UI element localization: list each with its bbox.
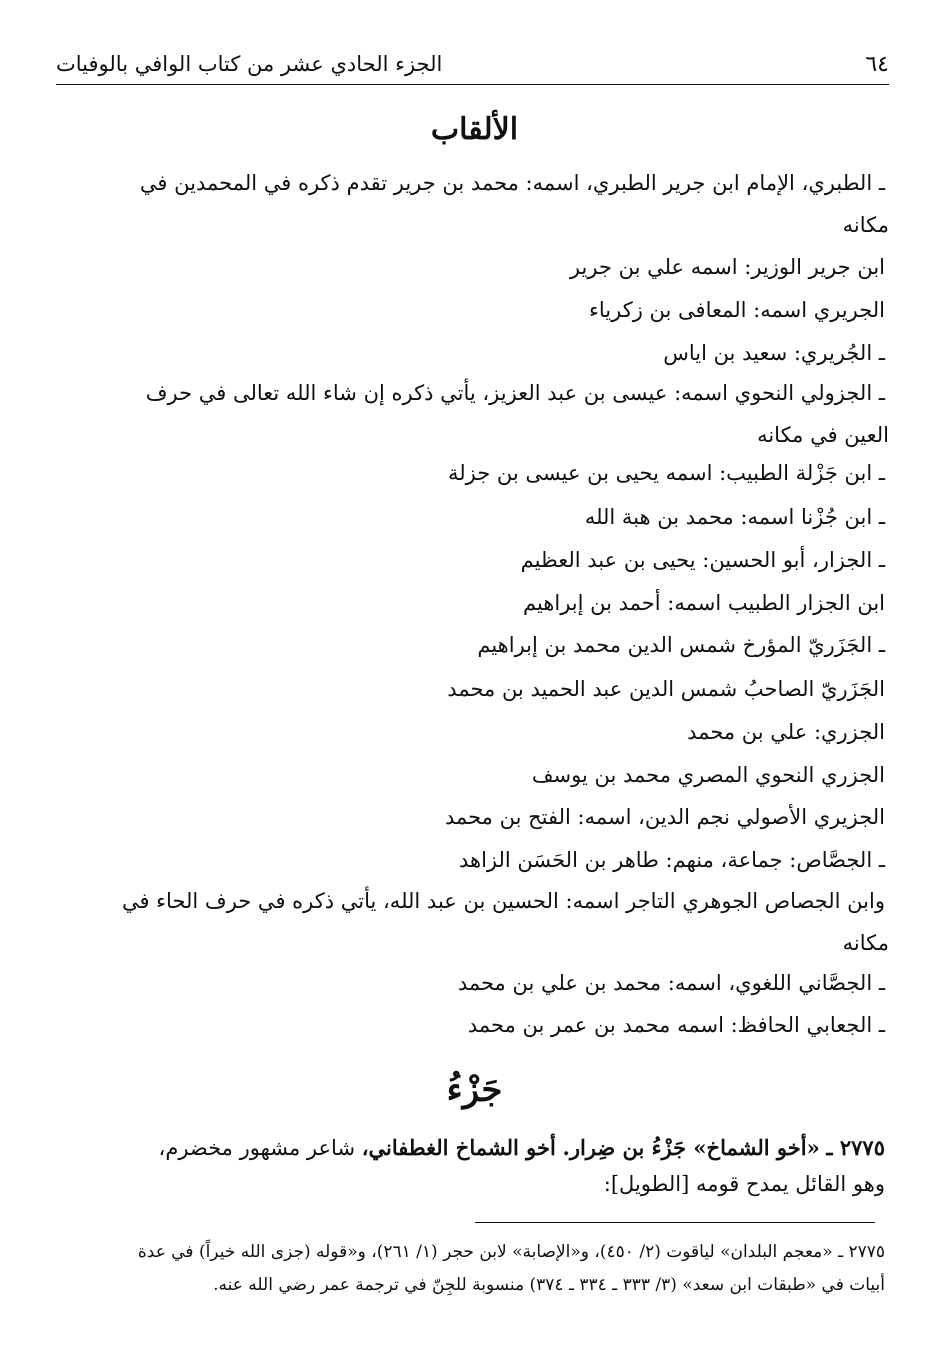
biography-entry — [56, 1130, 885, 1202]
entry-continuation: العين في مكانه — [757, 423, 889, 447]
entry: الجزري: علي بن محمد — [687, 720, 885, 744]
entry: ـ الجصَّاص: جماعة، منهم: طاهر بن الحَسَن الزاهد — [458, 848, 885, 872]
entry-continuation: مكانه — [842, 213, 889, 237]
entry: ـ الجعابي الحافظ: اسمه محمد بن عمر بن محمد — [467, 1013, 885, 1037]
entry: ابن جرير الوزير: اسمه علي بن جرير — [569, 255, 885, 279]
footnote-line: أبيات في «طبقات ابن سعد» (٣/ ٣٣٣ ـ ٣٣٤ ـ ٣٧٤) منسوبة للجِنّ في ترجمة عمر رضي الله عنه. — [213, 1275, 885, 1295]
entry-line: ـ الطبري، الإمام ابن جرير الطبري، اسمه: محمد بن جرير تقدم ذكره في المحمدين في — [139, 171, 885, 195]
bio-text-line2: وهو القائل يمدح قومه [الطويل]: — [603, 1172, 885, 1196]
bio-text: شاعر مشهور مخضرم، — [158, 1136, 356, 1160]
page-number: ٦٤ — [865, 51, 889, 77]
entry: الجريري اسمه: المعافى بن زكرياء — [589, 298, 885, 322]
running-header — [56, 44, 889, 85]
section-heading: الألقاب — [430, 112, 519, 147]
entry-continuation: مكانه — [842, 931, 889, 955]
footnote-divider — [475, 1222, 875, 1223]
footnote-line: ٢٧٧٥ ـ «معجم البلدان» لياقوت (٢/ ٤٥٠)، و«الإصابة» لابن حجر (١/ ٢٦١)، و«قوله (جزى الله خيراً) في عدة — [137, 1242, 885, 1262]
bio-name: «أخو الشماخ» جَزْءُ بن ضِرار. — [562, 1135, 820, 1160]
entry: ـ ابن جُزْنا اسمه: محمد بن هبة الله — [584, 505, 885, 529]
running-title: الجزء الحادي عشر من كتاب الوافي بالوفيات — [56, 52, 443, 76]
entry-line: ـ الجزولي النحوي اسمه: عيسى بن عبد العزيز، يأتي ذكره إن شاء الله تعالى في حرف — [145, 381, 885, 405]
entry: الجَزَريّ الصاحبُ شمس الدين عبد الحميد بن محمد — [447, 677, 885, 701]
footnote — [56, 1236, 885, 1302]
entry: ـ الجزار، أبو الحسين: يحيى بن عبد العظيم — [520, 548, 885, 572]
entry: ـ ابن جَزْلة الطبيب: اسمه يحيى بن عيسى بن جزلة — [447, 461, 885, 485]
entry-ibn-jassas — [56, 886, 889, 958]
entry: ـ الجُريري: سعيد بن اياس — [663, 341, 885, 365]
entry: الجزيري الأصولي نجم الدين، اسمه: الفتح بن محمد — [444, 805, 885, 829]
entry-heading: جَزْءُ — [446, 1070, 503, 1110]
entry: الجزري النحوي المصري محمد بن يوسف — [531, 763, 885, 787]
bio-nisba: أخو الشماخ الغطفاني، — [361, 1135, 556, 1160]
entry-line: وابن الجصاص الجوهري التاجر اسمه: الحسين بن عبد الله، يأتي ذكره في حرف الحاء في — [121, 889, 885, 913]
entry-jazuli — [56, 378, 889, 450]
entry: ـ الجَزَريّ المؤرخ شمس الدين محمد بن إبراهيم — [477, 633, 885, 657]
entry-number: ٢٧٧٥ ـ — [826, 1135, 885, 1160]
entry-tabari — [56, 168, 889, 240]
entry: ـ الجصَّاني اللغوي، اسمه: محمد بن علي بن محمد — [457, 971, 885, 995]
entry: ابن الجزار الطبيب اسمه: أحمد بن إبراهيم — [522, 591, 885, 615]
